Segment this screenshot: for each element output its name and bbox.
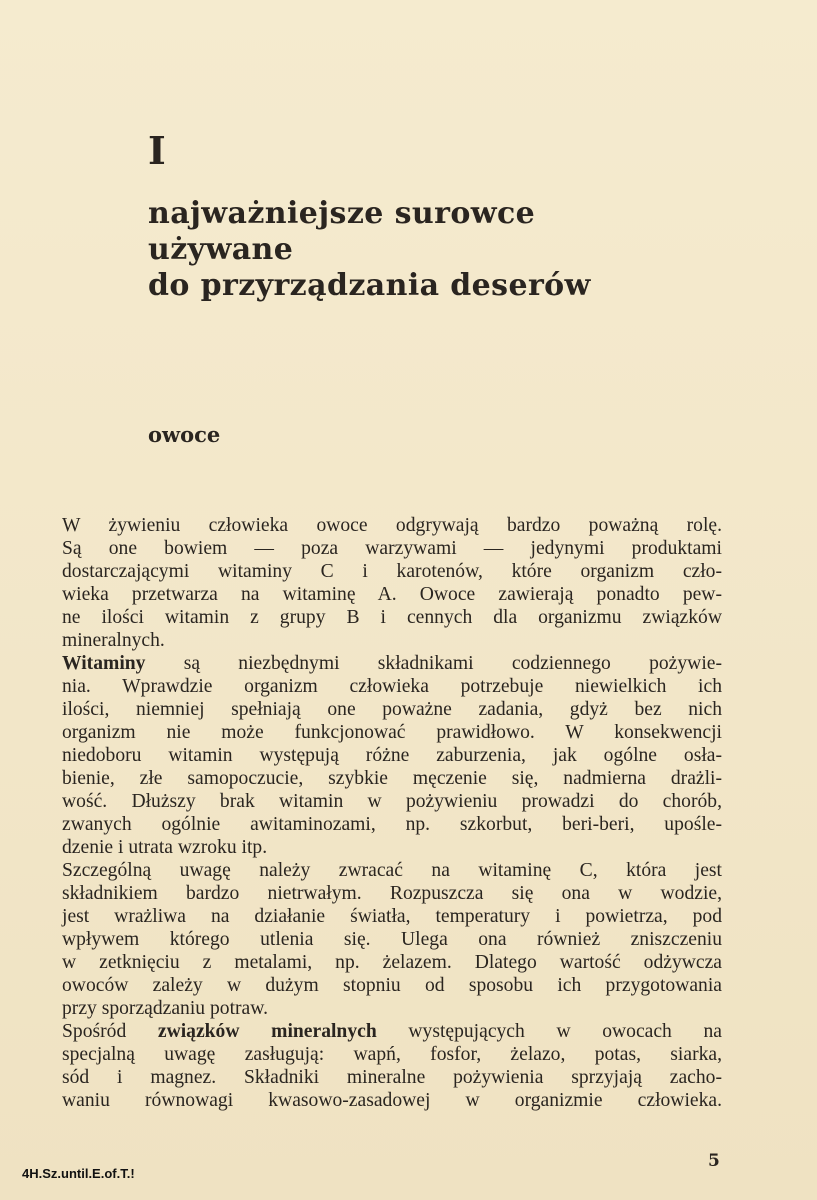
text-line: specjalną uwagę zasługują: wapń, fosfor, żelazo, potas, siarka, xyxy=(62,1044,722,1065)
text-line: waniu równowagi kwasowo-zasadowej w organizmie człowieka. xyxy=(62,1090,722,1111)
text-line: wość. Dłuższy brak witamin w pożywieniu prowadzi do chorób, xyxy=(62,791,722,812)
paragraph xyxy=(62,1020,722,1112)
text-line: Są one bowiem — poza warzywami — jedynymi produktami xyxy=(62,538,722,559)
text-line: mineralnych. xyxy=(62,630,165,651)
body-text xyxy=(62,514,722,1112)
page-number: 5 xyxy=(708,1151,720,1171)
text-line: organizm nie może funkcjonować prawidłowo. W konsekwencji xyxy=(62,722,722,743)
text-line: w zetknięciu z metalami, np. żelazem. Dlatego wartość odżywcza xyxy=(62,952,722,973)
chapter-title-line: najważniejsze surowce xyxy=(148,196,536,231)
text-line: składnikiem bardzo nietrwałym. Rozpuszcza się ona w wodzie, xyxy=(62,883,722,904)
chapter-title-line: używane xyxy=(148,232,294,267)
bold-term: Witaminy xyxy=(62,653,146,674)
text-line: dzenie i utrata wzroku itp. xyxy=(62,837,268,858)
text-line: zwanych ogólnie awitaminozami, np. szkorbut, beri-beri, upośle- xyxy=(62,814,722,835)
paragraph xyxy=(62,652,722,859)
chapter-title xyxy=(148,196,768,304)
text-line: ilości, niemniej spełniają one poważne zadania, gdyż bez nich xyxy=(62,699,722,720)
text-line: nia. Wprawdzie organizm człowieka potrzebuje niewielkich ich xyxy=(62,676,722,697)
bold-term: związków mineralnych xyxy=(157,1021,377,1042)
text-line: wieka przetwarza na witaminę A. Owoce zawierają ponadto pew- xyxy=(62,584,722,605)
text-line: Spośród związków mineralnych występujących w owocach na xyxy=(62,1021,722,1042)
text-line: Witaminy są niezbędnymi składnikami codziennego pożywie- xyxy=(62,653,722,674)
chapter-number: I xyxy=(148,128,166,173)
text-line: owoców zależy w dużym stopniu od sposobu ich przygotowania xyxy=(62,975,722,996)
text-line: bienie, złe samopoczucie, szybkie męczenie się, nadmierna drażli- xyxy=(62,768,722,789)
section-heading: owoce xyxy=(148,422,221,447)
text-line: przy sporządzaniu potraw. xyxy=(62,998,269,1019)
text-line: niedoboru witamin występują różne zaburzenia, jak ogólne osła- xyxy=(62,745,722,766)
text-line: dostarczającymi witaminy C i karotenów, które organizm czło- xyxy=(62,561,722,582)
text-line: sód i magnez. Składniki mineralne pożywienia sprzyjają zacho- xyxy=(62,1067,722,1088)
text-line: jest wrażliwa na działanie światła, temperatury i powietrza, pod xyxy=(62,906,722,927)
paragraph xyxy=(62,514,722,652)
text-line: wpływem którego utlenia się. Ulega ona również zniszczeniu xyxy=(62,929,722,950)
paragraph xyxy=(62,859,722,1020)
text-line: W żywieniu człowieka owoce odgrywają bardzo poważną rolę. xyxy=(62,515,722,536)
chapter-title-line: do przyrządzania deserów xyxy=(148,268,591,303)
text-line: ne ilości witamin z grupy B i cennych dla organizmu związków xyxy=(62,607,722,628)
footer-code: 4H.Sz.until.E.of.T.! xyxy=(22,1166,135,1181)
text-line: Szczególną uwagę należy zwracać na witaminę C, która jest xyxy=(62,860,722,881)
